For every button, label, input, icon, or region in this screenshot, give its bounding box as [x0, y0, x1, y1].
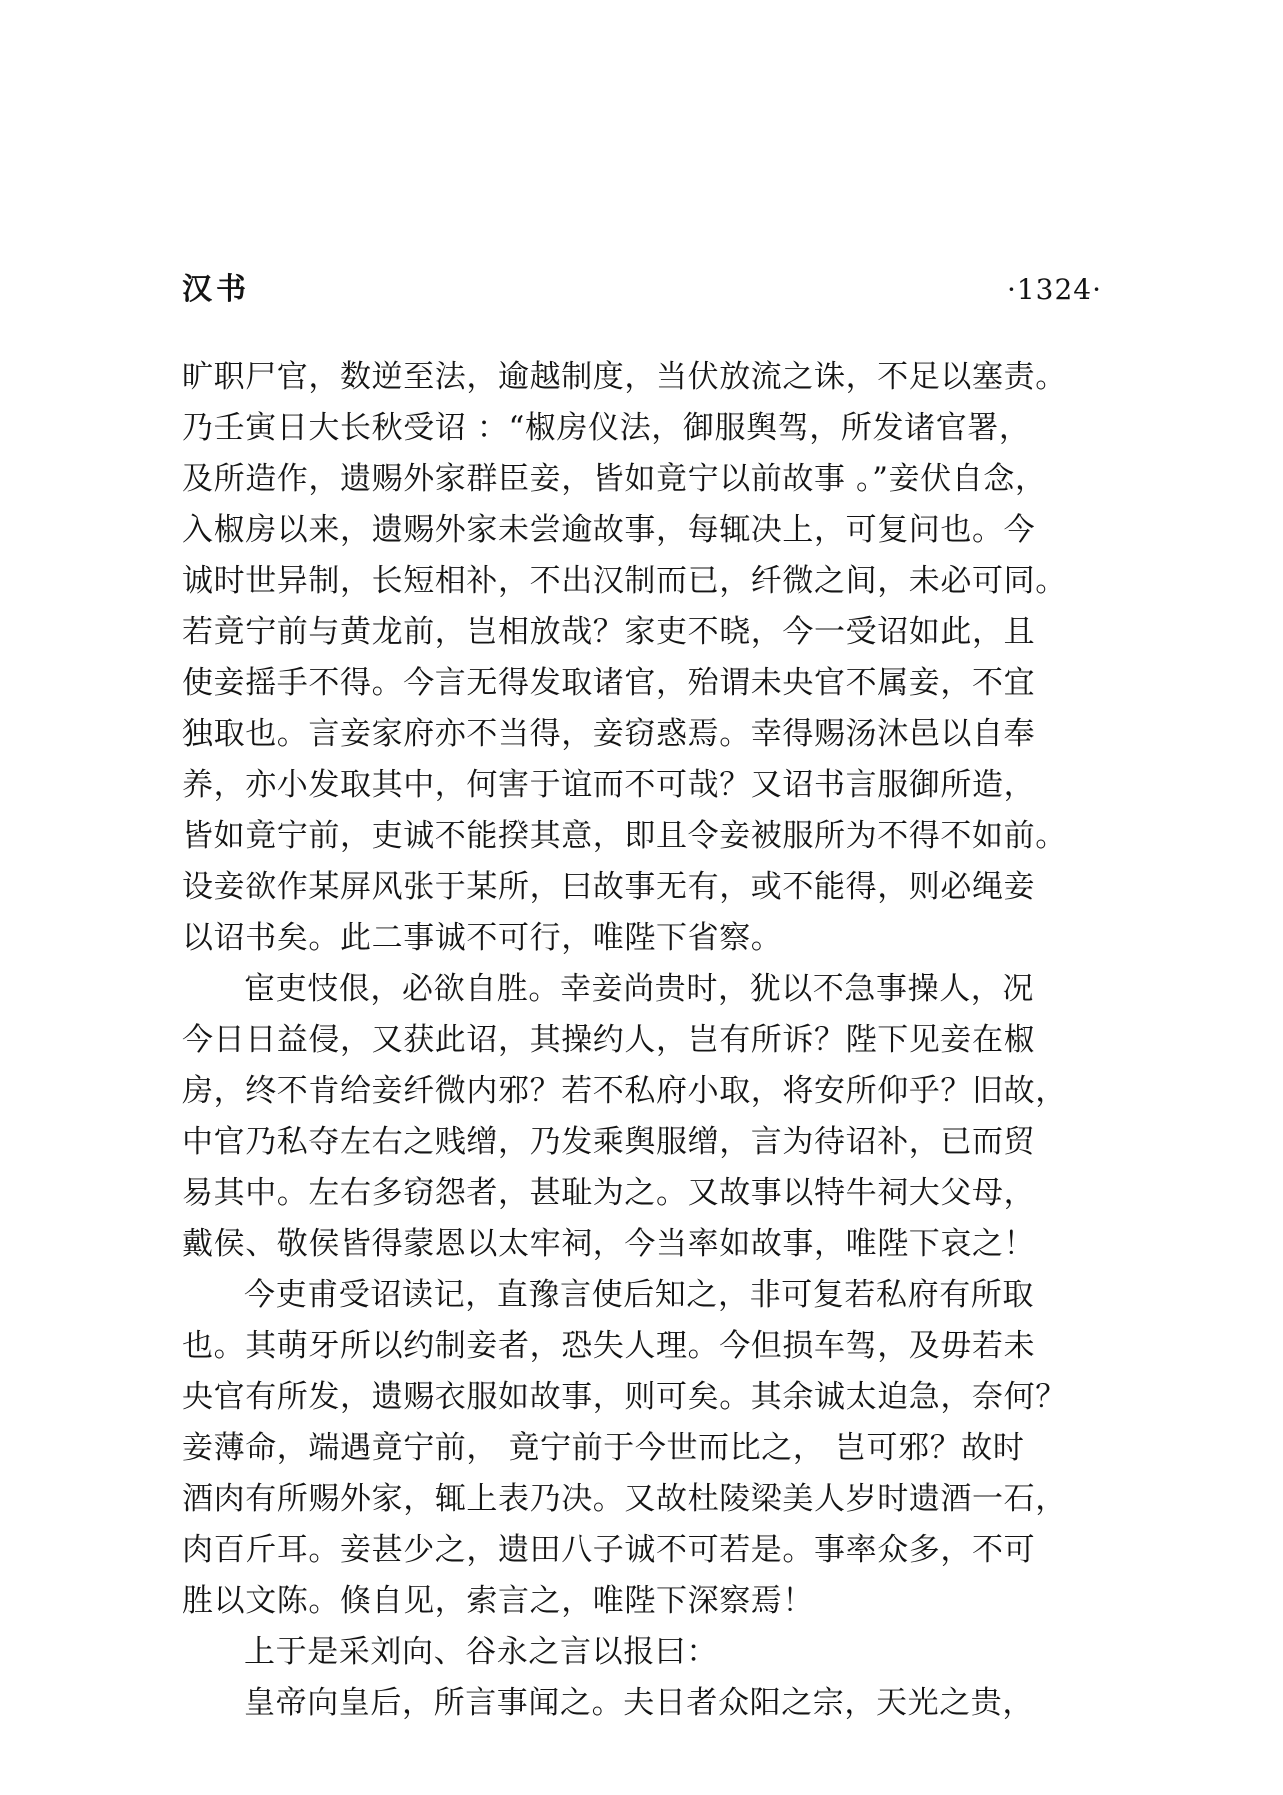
text-line: 上于是采刘向、谷永之言以报曰： [244, 1634, 718, 1670]
text-line: 乃壬寅日大长秋受诏 ：“椒房仪法，御服舆驾，所发诸官署， [182, 410, 1031, 446]
text-line: 若竟宁前与黄龙前，岂相放哉？家吏不晓，今一受诏如此，且 [182, 614, 1036, 650]
body-text [182, 352, 1102, 1729]
text-line: 央官有所发，遗赐衣服如故事，则可矣。其余诚太迫急，奈何？ [182, 1379, 1067, 1415]
text-line: 皆如竟宁前，吏诚不能揆其意，即且令妾被服所为不得不如前。 [182, 818, 1067, 854]
text-line: 独取也。言妾家府亦不当得，妾窃惑焉。幸得赐汤沐邑以自奉 [182, 716, 1036, 752]
text-line: 设妾欲作某屏风张于某所，曰故事无有，或不能得，则必绳妾 [182, 869, 1036, 905]
book-title: 汉书 [182, 272, 250, 307]
text-line: 今日日益侵，又获此诏，其操约人，岂有所诉？陛下见妾在椒 [182, 1022, 1036, 1058]
text-line: 戴侯、敬侯皆得蒙恩以太牢祠，今当率如故事，唯陛下哀之！ [182, 1226, 1036, 1262]
text-line: 也。其萌牙所以约制妾者，恐失人理。今但损车驾，及毋若未 [182, 1328, 1036, 1364]
text-line: 胜以文陈。倏自见，索言之，唯陛下深察焉！ [182, 1583, 814, 1619]
text-line: 宦吏忮佷，必欲自胜。幸妾尚贵时，犹以不急事操人，况 [244, 971, 1034, 1007]
text-line: 诚时世异制，长短相补，不出汉制而已，纤微之间，未必可同。 [182, 563, 1067, 599]
text-line: 及所造作，遗赐外家群臣妾，皆如竟宁以前故事 。”妾伏自念， [182, 461, 1047, 497]
text-line: 使妾摇手不得。今言无得发取诸官，殆谓未央官不属妾，不宜 [182, 665, 1036, 701]
page-number: ·1324· [1006, 273, 1102, 306]
text-line: 养，亦小发取其中，何害于谊而不可哉？又诏书言服御所造， [182, 767, 1036, 803]
text-line: 今吏甫受诏读记，直豫言使后知之，非可复若私府有所取 [244, 1277, 1034, 1313]
text-line: 以诏书矣。此二事诚不可行，唯陛下省察。 [182, 920, 783, 956]
text-line: 中官乃私夺左右之贱缯，乃发乘舆服缯，言为待诏补，已而贸 [182, 1124, 1036, 1160]
text-line: 酒肉有所赐外家，辄上表乃决。又故杜陵梁美人岁时遗酒一石， [182, 1481, 1067, 1517]
text-line: 易其中。左右多窃怨者，甚耻为之。又故事以特牛祠大父母， [182, 1175, 1036, 1211]
text-line: 妾薄命，端遇竟宁前， 竟宁前于今世而比之， 岂可邪？故时 [182, 1430, 1025, 1466]
text-line: 肉百斤耳。妾甚少之，遗田八子诚不可若是。事率众多，不可 [182, 1532, 1036, 1568]
text-line: 房，终不肯给妾纤微内邪？若不私府小取，将安所仰乎？旧故， [182, 1073, 1067, 1109]
text-line: 皇帝向皇后，所言事闻之。夫日者众阳之宗，天光之贵， [244, 1685, 1034, 1721]
running-head [182, 270, 1102, 310]
text-line: 旷职尸官，数逆至法，逾越制度，当伏放流之诛，不足以塞责。 [182, 359, 1067, 395]
text-line: 入椒房以来，遗赐外家未尝逾故事，每辄决上，可复问也。今 [182, 512, 1036, 548]
